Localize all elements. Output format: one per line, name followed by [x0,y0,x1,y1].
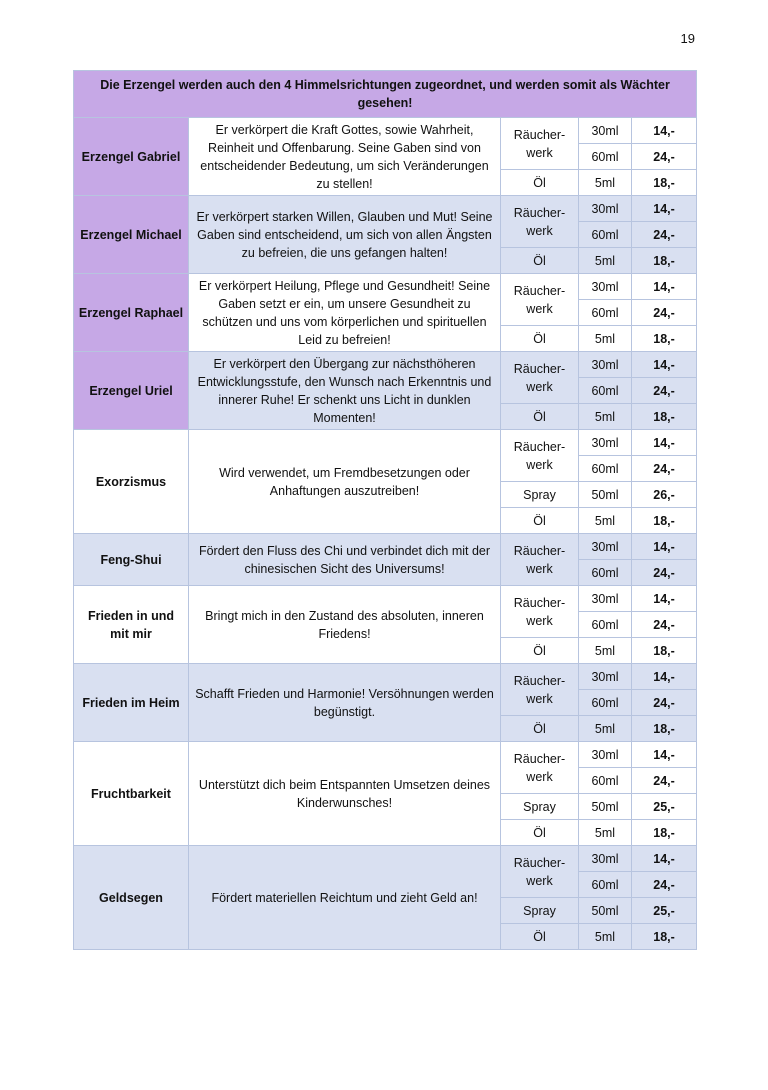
product-description: Unterstützt dich beim Entspannten Umsetzen deines Kinderwunsches! [189,742,501,846]
product-name: Feng-Shui [74,534,189,586]
product-price: 18,- [632,638,697,664]
product-price: 24,- [632,300,697,326]
table-row [74,352,697,378]
product-size: 30ml [579,118,632,144]
product-size: 60ml [579,690,632,716]
product-type: Räucher-werk [501,664,579,716]
product-type: Räucher-werk [501,742,579,794]
product-size: 5ml [579,248,632,274]
product-size: 60ml [579,872,632,898]
product-price: 24,- [632,378,697,404]
product-description: Fördert den Fluss des Chi und verbindet dich mit der chinesischen Sicht des Universums! [189,534,501,586]
product-type: Spray [501,794,579,820]
product-price: 26,- [632,482,697,508]
product-description: Schafft Frieden und Harmonie! Versöhnungen werden begünstigt. [189,664,501,742]
product-type: Öl [501,248,579,274]
product-price: 18,- [632,170,697,196]
product-size: 50ml [579,898,632,924]
product-price: 18,- [632,924,697,950]
product-description: Er verkörpert starken Willen, Glauben und Mut! Seine Gaben sind entscheidend, um sich von allen Ängsten zu befreien, die uns gefangen halten! [189,196,501,274]
product-type: Spray [501,898,579,924]
product-price: 14,- [632,274,697,300]
product-size: 60ml [579,300,632,326]
product-description: Er verkörpert die Kraft Gottes, sowie Wahrheit, Reinheit und Offenbarung. Seine Gaben sind von entscheidender Bedeutung, um sich Veränderungen zu stellen! [189,118,501,196]
table-row [74,664,697,690]
product-price: 18,- [632,820,697,846]
product-type: Räucher-werk [501,586,579,638]
product-price: 18,- [632,404,697,430]
product-price: 18,- [632,248,697,274]
table-row [74,742,697,768]
product-name: Exorzismus [74,430,189,534]
product-size: 50ml [579,482,632,508]
product-price: 14,- [632,196,697,222]
table-row [74,430,697,456]
product-description: Wird verwendet, um Fremdbesetzungen oder Anhaftungen auszutreiben! [189,430,501,534]
product-size: 60ml [579,560,632,586]
product-price: 14,- [632,664,697,690]
product-type: Öl [501,508,579,534]
product-price: 14,- [632,352,697,378]
product-price: 25,- [632,898,697,924]
product-size: 60ml [579,612,632,638]
product-size: 50ml [579,794,632,820]
product-price: 24,- [632,222,697,248]
header-row [74,71,697,118]
product-name: Fruchtbarkeit [74,742,189,846]
product-price: 24,- [632,768,697,794]
product-size: 5ml [579,820,632,846]
product-size: 5ml [579,170,632,196]
product-price: 24,- [632,612,697,638]
product-price: 24,- [632,560,697,586]
product-price: 14,- [632,430,697,456]
product-size: 30ml [579,742,632,768]
product-size: 60ml [579,144,632,170]
product-type: Spray [501,482,579,508]
table-row [74,196,697,222]
product-name: Erzengel Uriel [74,352,189,430]
product-type: Öl [501,326,579,352]
product-type: Öl [501,170,579,196]
product-description: Bringt mich in den Zustand des absoluten, inneren Friedens! [189,586,501,664]
product-price: 14,- [632,846,697,872]
product-description: Er verkörpert Heilung, Pflege und Gesundheit! Seine Gaben setzt er ein, um unsere Gesundheit zu schützen und uns vom körperlichen und spirituellen Leid zu befreien! [189,274,501,352]
product-type: Räucher-werk [501,274,579,326]
price-table [73,70,697,950]
product-type: Öl [501,820,579,846]
product-size: 30ml [579,534,632,560]
table-row [74,586,697,612]
product-name: Erzengel Michael [74,196,189,274]
product-name: Geldsegen [74,846,189,950]
product-size: 30ml [579,586,632,612]
product-name: Erzengel Raphael [74,274,189,352]
product-type: Räucher-werk [501,118,579,170]
table-row [74,846,697,872]
product-size: 5ml [579,508,632,534]
product-size: 60ml [579,222,632,248]
product-type: Räucher-werk [501,430,579,482]
product-size: 60ml [579,378,632,404]
product-price: 14,- [632,534,697,560]
product-price: 24,- [632,872,697,898]
product-type: Öl [501,924,579,950]
product-type: Öl [501,716,579,742]
product-size: 30ml [579,430,632,456]
product-price: 24,- [632,456,697,482]
product-type: Räucher-werk [501,534,579,586]
product-type: Räucher-werk [501,196,579,248]
product-type: Räucher-werk [501,846,579,898]
product-price: 18,- [632,326,697,352]
product-size: 30ml [579,664,632,690]
table-header: Die Erzengel werden auch den 4 Himmelsrichtungen zugeordnet, und werden somit als Wächter gesehen! [74,71,697,118]
product-size: 5ml [579,404,632,430]
product-type: Öl [501,404,579,430]
table-row [74,274,697,300]
product-price: 14,- [632,586,697,612]
table-row [74,534,697,560]
product-price: 25,- [632,794,697,820]
product-price: 14,- [632,742,697,768]
product-size: 5ml [579,326,632,352]
product-size: 60ml [579,768,632,794]
product-price: 18,- [632,508,697,534]
page-number: 19 [680,31,695,46]
product-type: Öl [501,638,579,664]
product-size: 30ml [579,352,632,378]
product-name: Frieden im Heim [74,664,189,742]
product-size: 5ml [579,924,632,950]
product-description: Fördert materiellen Reichtum und zieht Geld an! [189,846,501,950]
product-type: Räucher-werk [501,352,579,404]
product-description: Er verkörpert den Übergang zur nächsthöheren Entwicklungsstufe, den Wunsch nach Erkenntnis und innerer Ruhe! Er schenkt uns Licht in dunklen Momenten! [189,352,501,430]
product-price: 18,- [632,716,697,742]
product-price: 24,- [632,144,697,170]
product-name: Frieden in und mit mir [74,586,189,664]
product-size: 5ml [579,638,632,664]
product-price: 24,- [632,690,697,716]
table-row [74,118,697,144]
product-size: 30ml [579,274,632,300]
product-size: 30ml [579,196,632,222]
product-size: 60ml [579,456,632,482]
product-price: 14,- [632,118,697,144]
product-size: 5ml [579,716,632,742]
product-size: 30ml [579,846,632,872]
product-name: Erzengel Gabriel [74,118,189,196]
